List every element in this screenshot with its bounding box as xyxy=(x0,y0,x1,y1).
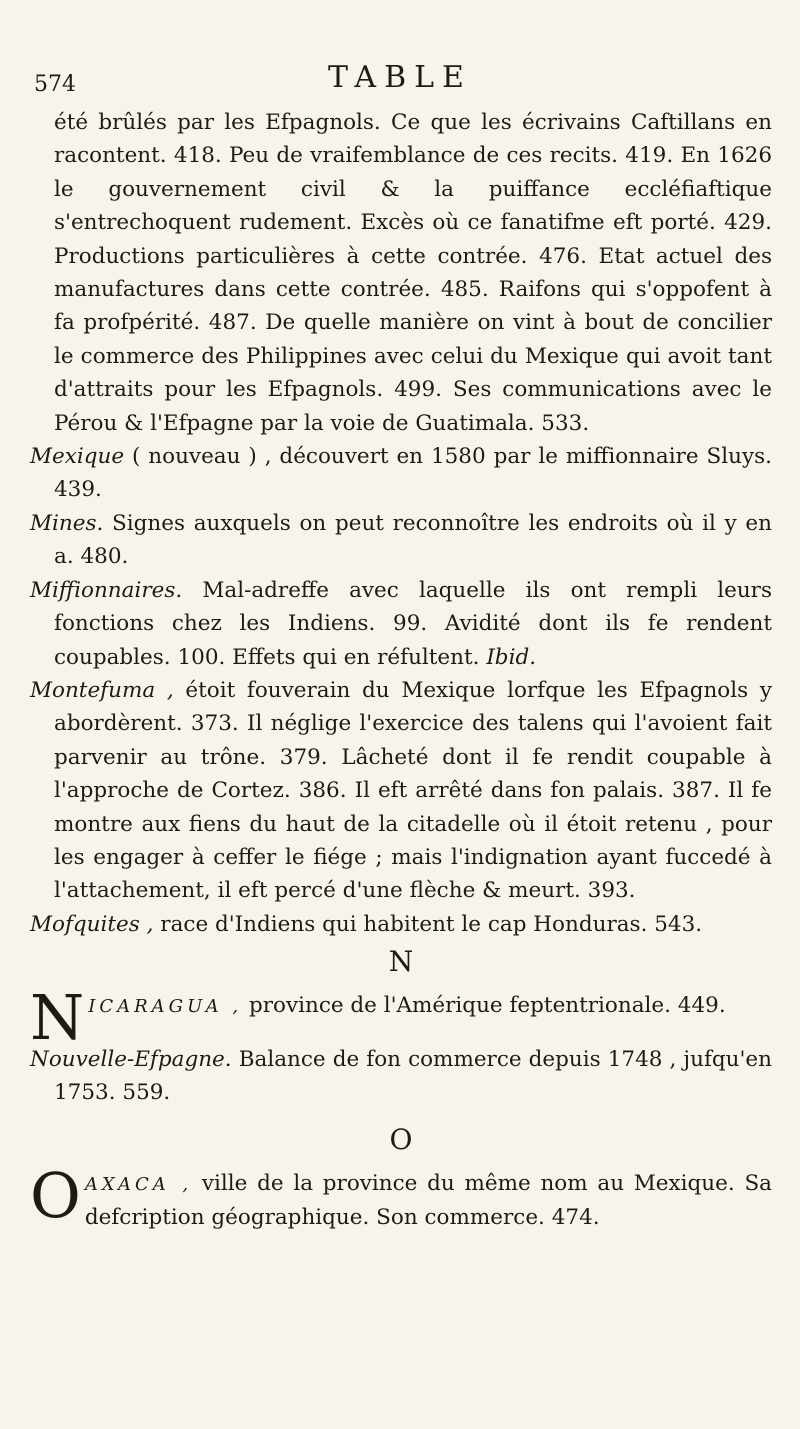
entry-term: Mofquites , xyxy=(30,911,154,937)
index-entry-continuation: été brûlés par les Efpagnols. Ce que les écrivains Caftillans en racontent. 418. Peu de vraifemblance de ces recits. 419. En 1626 le gouvernement civil & la puiffance eccléfiaftique s'entrechoquent rudement. Excès où ce fanatifme eft porté. 429. Productions particulières à cette contrée. 476. Etat actuel des manufactures dans cette contrée. 485. Raifons qui s'oppofent à fa profpérité. 487. De quelle manière on vint à bout de concilier le commerce des Philippines avec celui du Mexique qui avoit tant d'attraits pour les Efpagnols. 499. Ses communications avec le Pérou & l'Efpagne par la voie de Guatimala. 533. xyxy=(54,110,772,436)
entry-term: Mexique xyxy=(30,444,125,470)
entry-lead: ICARAGUA , xyxy=(88,995,243,1017)
entry-text: ( nouveau ) , découvert en 1580 par le miffionnaire Sluys. 439. xyxy=(54,444,772,503)
section-heading-o: O xyxy=(389,1123,413,1157)
entry-ibid: Ibid. xyxy=(486,644,537,670)
entry-text: Signes auxquels on peut reconnoître les endroits où il y en a. 480. xyxy=(54,510,772,570)
entry-term: Nouvelle-Efpagne. xyxy=(30,1046,232,1072)
index-entry-oaxaca xyxy=(30,1158,772,1235)
entry-term: Montefuma , xyxy=(30,677,174,703)
index-entry-mines xyxy=(30,507,772,574)
entry-term: Miffionnaires. xyxy=(30,577,183,603)
index-entry-mosquites xyxy=(30,908,772,941)
section-heading-n: N xyxy=(388,945,414,979)
running-head: TABLE xyxy=(328,60,472,95)
index-entry-mexique xyxy=(30,440,772,507)
entry-text: Balance de fon commerce depuis 1748 , jufqu'en 1753. 559. xyxy=(54,1046,772,1105)
index-entry-montezuma xyxy=(30,674,772,908)
index-body xyxy=(30,106,772,1235)
entry-text: race d'Indiens qui habitent le cap Honduras. 543. xyxy=(153,911,703,937)
index-entry-nouvelle-espagne xyxy=(30,1043,772,1110)
entry-text: étoit fouverain du Mexique lorfque les Efpagnols y abordèrent. 373. Il néglige l'exercice des talens qui l'avoient fait parvenir au trône. 379. Lâcheté dont il fe rendit coupable à l'approche de Cortez. 386. Il eft arrêté dans fon palais. 387. Il fe montre aux fiens du haut de la citadelle où il étoit retenu , pour les engager à ceffer le fiége ; mais l'indignation ayant fuccedé à l'attachement, il eft percé d'une flèche & meurt. 393. xyxy=(54,677,772,904)
drop-cap: O xyxy=(30,1158,81,1232)
entry-lead: AXACA , xyxy=(84,1173,193,1195)
drop-cap: N xyxy=(30,980,85,1054)
entry-text: province de l'Amérique feptentrionale. 449. xyxy=(242,992,726,1018)
entry-text: ville de la province du même nom au Mexique. Sa defcription géographique. Son commerce. 474. xyxy=(84,1170,772,1231)
entry-text: Mal-adreffe avec laquelle ils ont rempli leurs fonctions chez les Indiens. 99. Avidité dont ils fe rendent coupables. 100. Effets qui en réfultent. xyxy=(54,577,772,670)
entry-term: Mines. xyxy=(30,510,104,536)
index-entry-nicaragua xyxy=(30,980,772,1054)
index-entry-missionnaires xyxy=(30,574,772,674)
page-number: 574 xyxy=(34,72,76,97)
